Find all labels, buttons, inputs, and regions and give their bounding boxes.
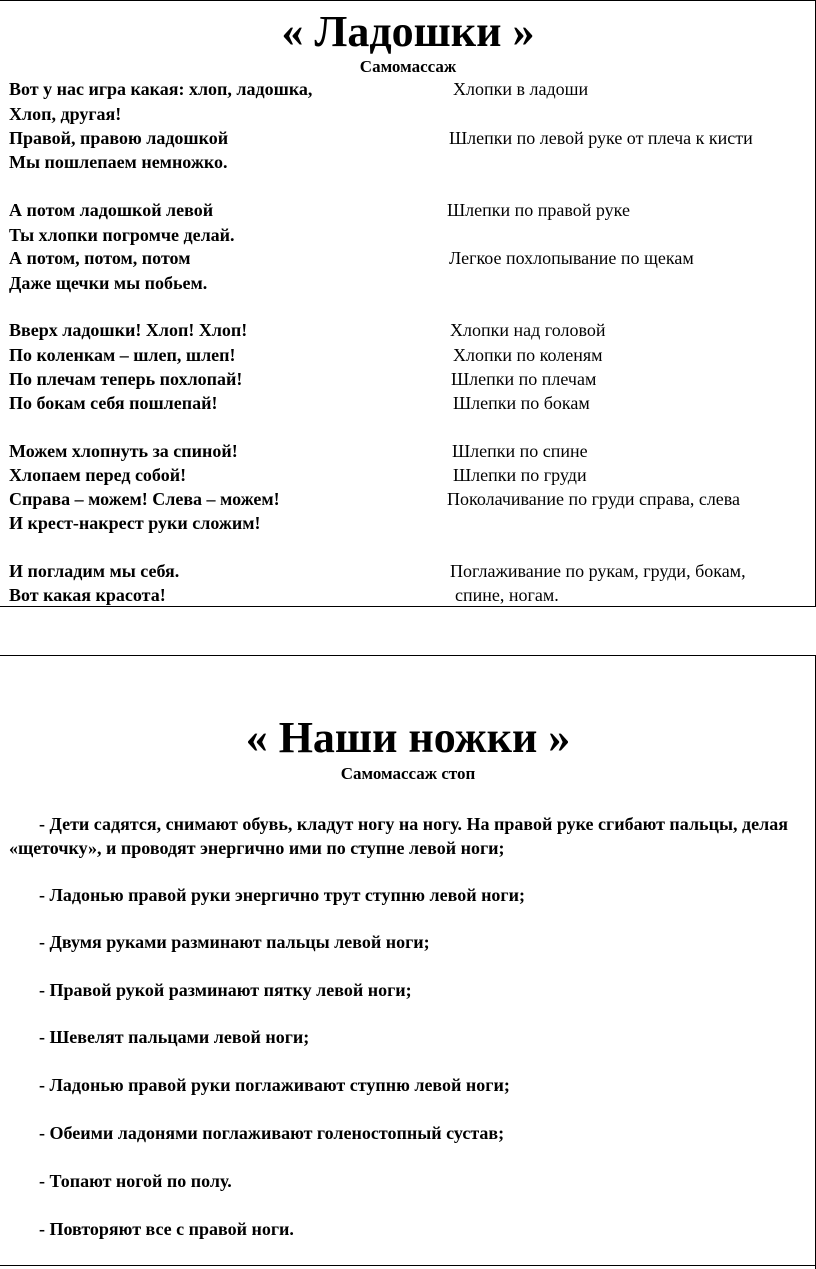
rhyme-row bbox=[0, 583, 816, 607]
action-line: Хлопки над головой bbox=[450, 320, 606, 340]
top-border bbox=[0, 0, 816, 1]
action-line: Шлепки по груди bbox=[453, 465, 587, 485]
rhyme-row bbox=[0, 150, 816, 174]
section2-top-border bbox=[0, 655, 816, 656]
action-line: Легкое похлопывание по щекам bbox=[449, 248, 694, 268]
rhyme-row bbox=[0, 246, 816, 270]
action-line: Поглаживание по рукам, груди, бокам, bbox=[450, 561, 746, 581]
verse-line: Вот у нас игра какая: хлоп, ладошка, bbox=[9, 79, 313, 99]
section2-subtitle: Самомассаж стоп bbox=[340, 764, 476, 783]
rhyme-row bbox=[0, 223, 816, 247]
action-line: Шлепки по плечам bbox=[451, 369, 597, 389]
action-line: спине, ногам. bbox=[455, 585, 559, 605]
bottom-border bbox=[0, 1265, 816, 1266]
rhyme-row bbox=[0, 318, 816, 342]
verse-line: По плечам теперь похлопай! bbox=[9, 369, 243, 389]
verse-line: Справа – можем! Слева – можем! bbox=[9, 489, 280, 509]
action-line: Шлепки по бокам bbox=[453, 393, 590, 413]
rhyme-row bbox=[0, 343, 816, 367]
rhyme-row bbox=[0, 102, 816, 126]
action-line: Шлепки по спине bbox=[452, 441, 588, 461]
action-line: Хлопки в ладоши bbox=[453, 79, 589, 99]
verse-line: По коленкам – шлеп, шлеп! bbox=[9, 345, 236, 365]
verse-line: И погладим мы себя. bbox=[9, 561, 180, 581]
step-item: - Топают ногой по полу. bbox=[39, 1171, 232, 1191]
rhyme-row bbox=[0, 126, 816, 150]
rhyme-row bbox=[0, 271, 816, 295]
action-line: Поколачивание по груди справа, слева bbox=[447, 489, 741, 509]
step-item: - Шевелят пальцами левой ноги; bbox=[39, 1027, 310, 1047]
rhyme-row bbox=[0, 511, 816, 535]
verse-line: Вверх ладошки! Хлоп! Хлоп! bbox=[9, 320, 248, 340]
rhyme-row bbox=[0, 487, 816, 511]
verse-line: А потом, потом, потом bbox=[9, 248, 191, 268]
verse-line: По бокам себя пошлепай! bbox=[9, 393, 218, 413]
verse-line: Можем хлопнуть за спиной! bbox=[9, 441, 238, 461]
verse-line: И крест-накрест руки сложим! bbox=[9, 513, 261, 533]
action-line: Шлепки по левой руке от плеча к кисти bbox=[449, 128, 753, 148]
verse-line: Ты хлопки погромче делай. bbox=[9, 225, 235, 245]
verse-line: Мы пошлепаем немножко. bbox=[9, 152, 228, 172]
step-item: - Повторяют все с правой ноги. bbox=[39, 1219, 294, 1239]
step-item: - Ладонью правой руки поглаживают ступню левой ноги; bbox=[39, 1075, 510, 1095]
action-line: Шлепки по правой руке bbox=[447, 200, 630, 220]
rhyme-row bbox=[0, 463, 816, 487]
verse-line: Правой, правою ладошкой bbox=[9, 128, 229, 148]
step-item: - Обеими ладонями поглаживают голеностопный сустав; bbox=[39, 1123, 505, 1143]
section2-title: « Наши ножки » bbox=[245, 713, 571, 762]
step-item: - Двумя руками разминают пальцы левой ноги; bbox=[39, 932, 430, 952]
rhyme-row bbox=[0, 77, 816, 101]
rhyme-row bbox=[0, 198, 816, 222]
verse-line: Хлопаем перед собой! bbox=[9, 465, 187, 485]
section1-title: « Ладошки » bbox=[281, 7, 535, 56]
rhyme-row bbox=[0, 439, 816, 463]
step-item: - Ладонью правой руки энергично трут ступню левой ноги; bbox=[39, 885, 525, 905]
verse-line: Даже щечки мы побьем. bbox=[9, 273, 208, 293]
rhyme-row bbox=[0, 367, 816, 391]
verse-line: Вот какая красота! bbox=[9, 585, 166, 605]
verse-line: Хлоп, другая! bbox=[9, 104, 122, 124]
action-line: Хлопки по коленям bbox=[453, 345, 603, 365]
step-item: - Правой рукой разминают пятку левой ноги; bbox=[39, 980, 412, 1000]
rhyme-row bbox=[0, 391, 816, 415]
verse-line: А потом ладошкой левой bbox=[9, 200, 214, 220]
rhyme-row bbox=[0, 559, 816, 583]
step-item: - Дети садятся, снимают обувь, кладут ногу на ногу. На правой руке сгибают пальцы, делая «щеточку», и проводят энергично ими по ступне левой ноги; bbox=[9, 814, 788, 858]
section1-subtitle: Самомассаж bbox=[359, 57, 457, 76]
